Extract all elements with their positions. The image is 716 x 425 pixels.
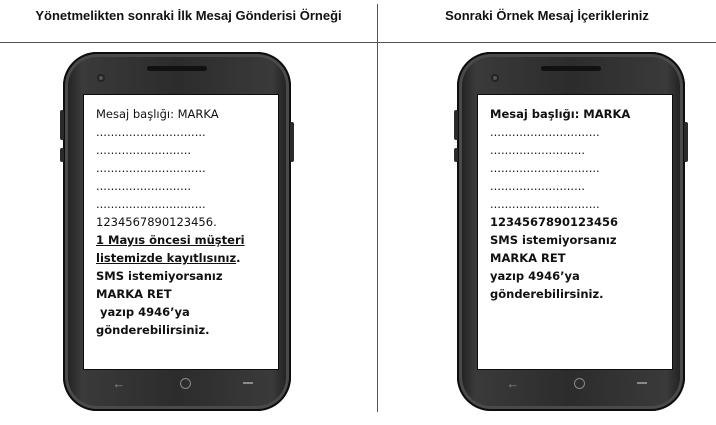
speaker: [541, 66, 601, 71]
message-screen: [477, 94, 673, 370]
dots-line: ..............................: [490, 161, 600, 175]
dots-line: ..............................: [490, 197, 600, 211]
header-divider: [0, 42, 716, 43]
number-line: 1234567890123456: [490, 215, 619, 229]
home-icon[interactable]: [574, 378, 585, 389]
power-button: [684, 122, 688, 162]
column-divider: [377, 4, 378, 412]
dots-line: ..........................: [96, 179, 192, 193]
send-line: gönderebilirsiniz.: [96, 323, 210, 337]
nav-bar: [83, 370, 279, 396]
dots-line: ..............................: [96, 161, 206, 175]
dots-line: ..........................: [96, 143, 192, 157]
notice-line: 1 Mayıs öncesi müşteri: [96, 233, 245, 247]
recent-apps-icon[interactable]: [243, 382, 253, 384]
sms-line: SMS istemiyorsanız: [490, 233, 617, 247]
phone-right: [457, 52, 685, 411]
camera: [491, 74, 499, 82]
dots-line: ..........................: [490, 143, 586, 157]
volume-button: [60, 110, 64, 140]
message-screen: [83, 94, 279, 370]
notice-line: [96, 249, 266, 267]
volume-button: [454, 110, 458, 140]
back-icon[interactable]: ←: [506, 375, 520, 391]
speaker: [147, 66, 207, 71]
phone-left: [63, 52, 291, 411]
volume-button: [60, 148, 64, 162]
notice-text: listemizde kayıtlısınız: [96, 251, 237, 265]
number-line: 1234567890123456.: [96, 215, 217, 229]
recent-apps-icon[interactable]: [637, 382, 647, 384]
header-left: Yönetmelikten sonraki İlk Mesaj Gönderisi Örneği: [35, 8, 342, 23]
power-button: [290, 122, 294, 162]
dots-line: ..........................: [490, 179, 586, 193]
header-right: Sonraki Örnek Mesaj İçerikleriniz: [445, 8, 649, 23]
dots-line: ..............................: [96, 125, 206, 139]
message-title: Mesaj başlığı: MARKA: [490, 107, 631, 121]
nav-bar: [477, 370, 673, 396]
brand-ret-line: MARKA RET: [96, 287, 172, 301]
notice-period: .: [236, 251, 241, 265]
home-icon[interactable]: [180, 378, 191, 389]
volume-button: [454, 148, 458, 162]
dots-line: ..............................: [96, 197, 206, 211]
dots-line: ..............................: [490, 125, 600, 139]
send-line: yazıp 4946’ya: [490, 269, 580, 283]
back-icon[interactable]: ←: [112, 375, 126, 391]
brand-ret-line: MARKA RET: [490, 251, 566, 265]
send-line: gönderebilirsiniz.: [490, 287, 604, 301]
message-title: Mesaj başlığı: MARKA: [96, 107, 219, 121]
camera: [97, 74, 105, 82]
sms-line: SMS istemiyorsanız: [96, 269, 223, 283]
send-line: yazıp 4946’ya: [96, 305, 190, 319]
